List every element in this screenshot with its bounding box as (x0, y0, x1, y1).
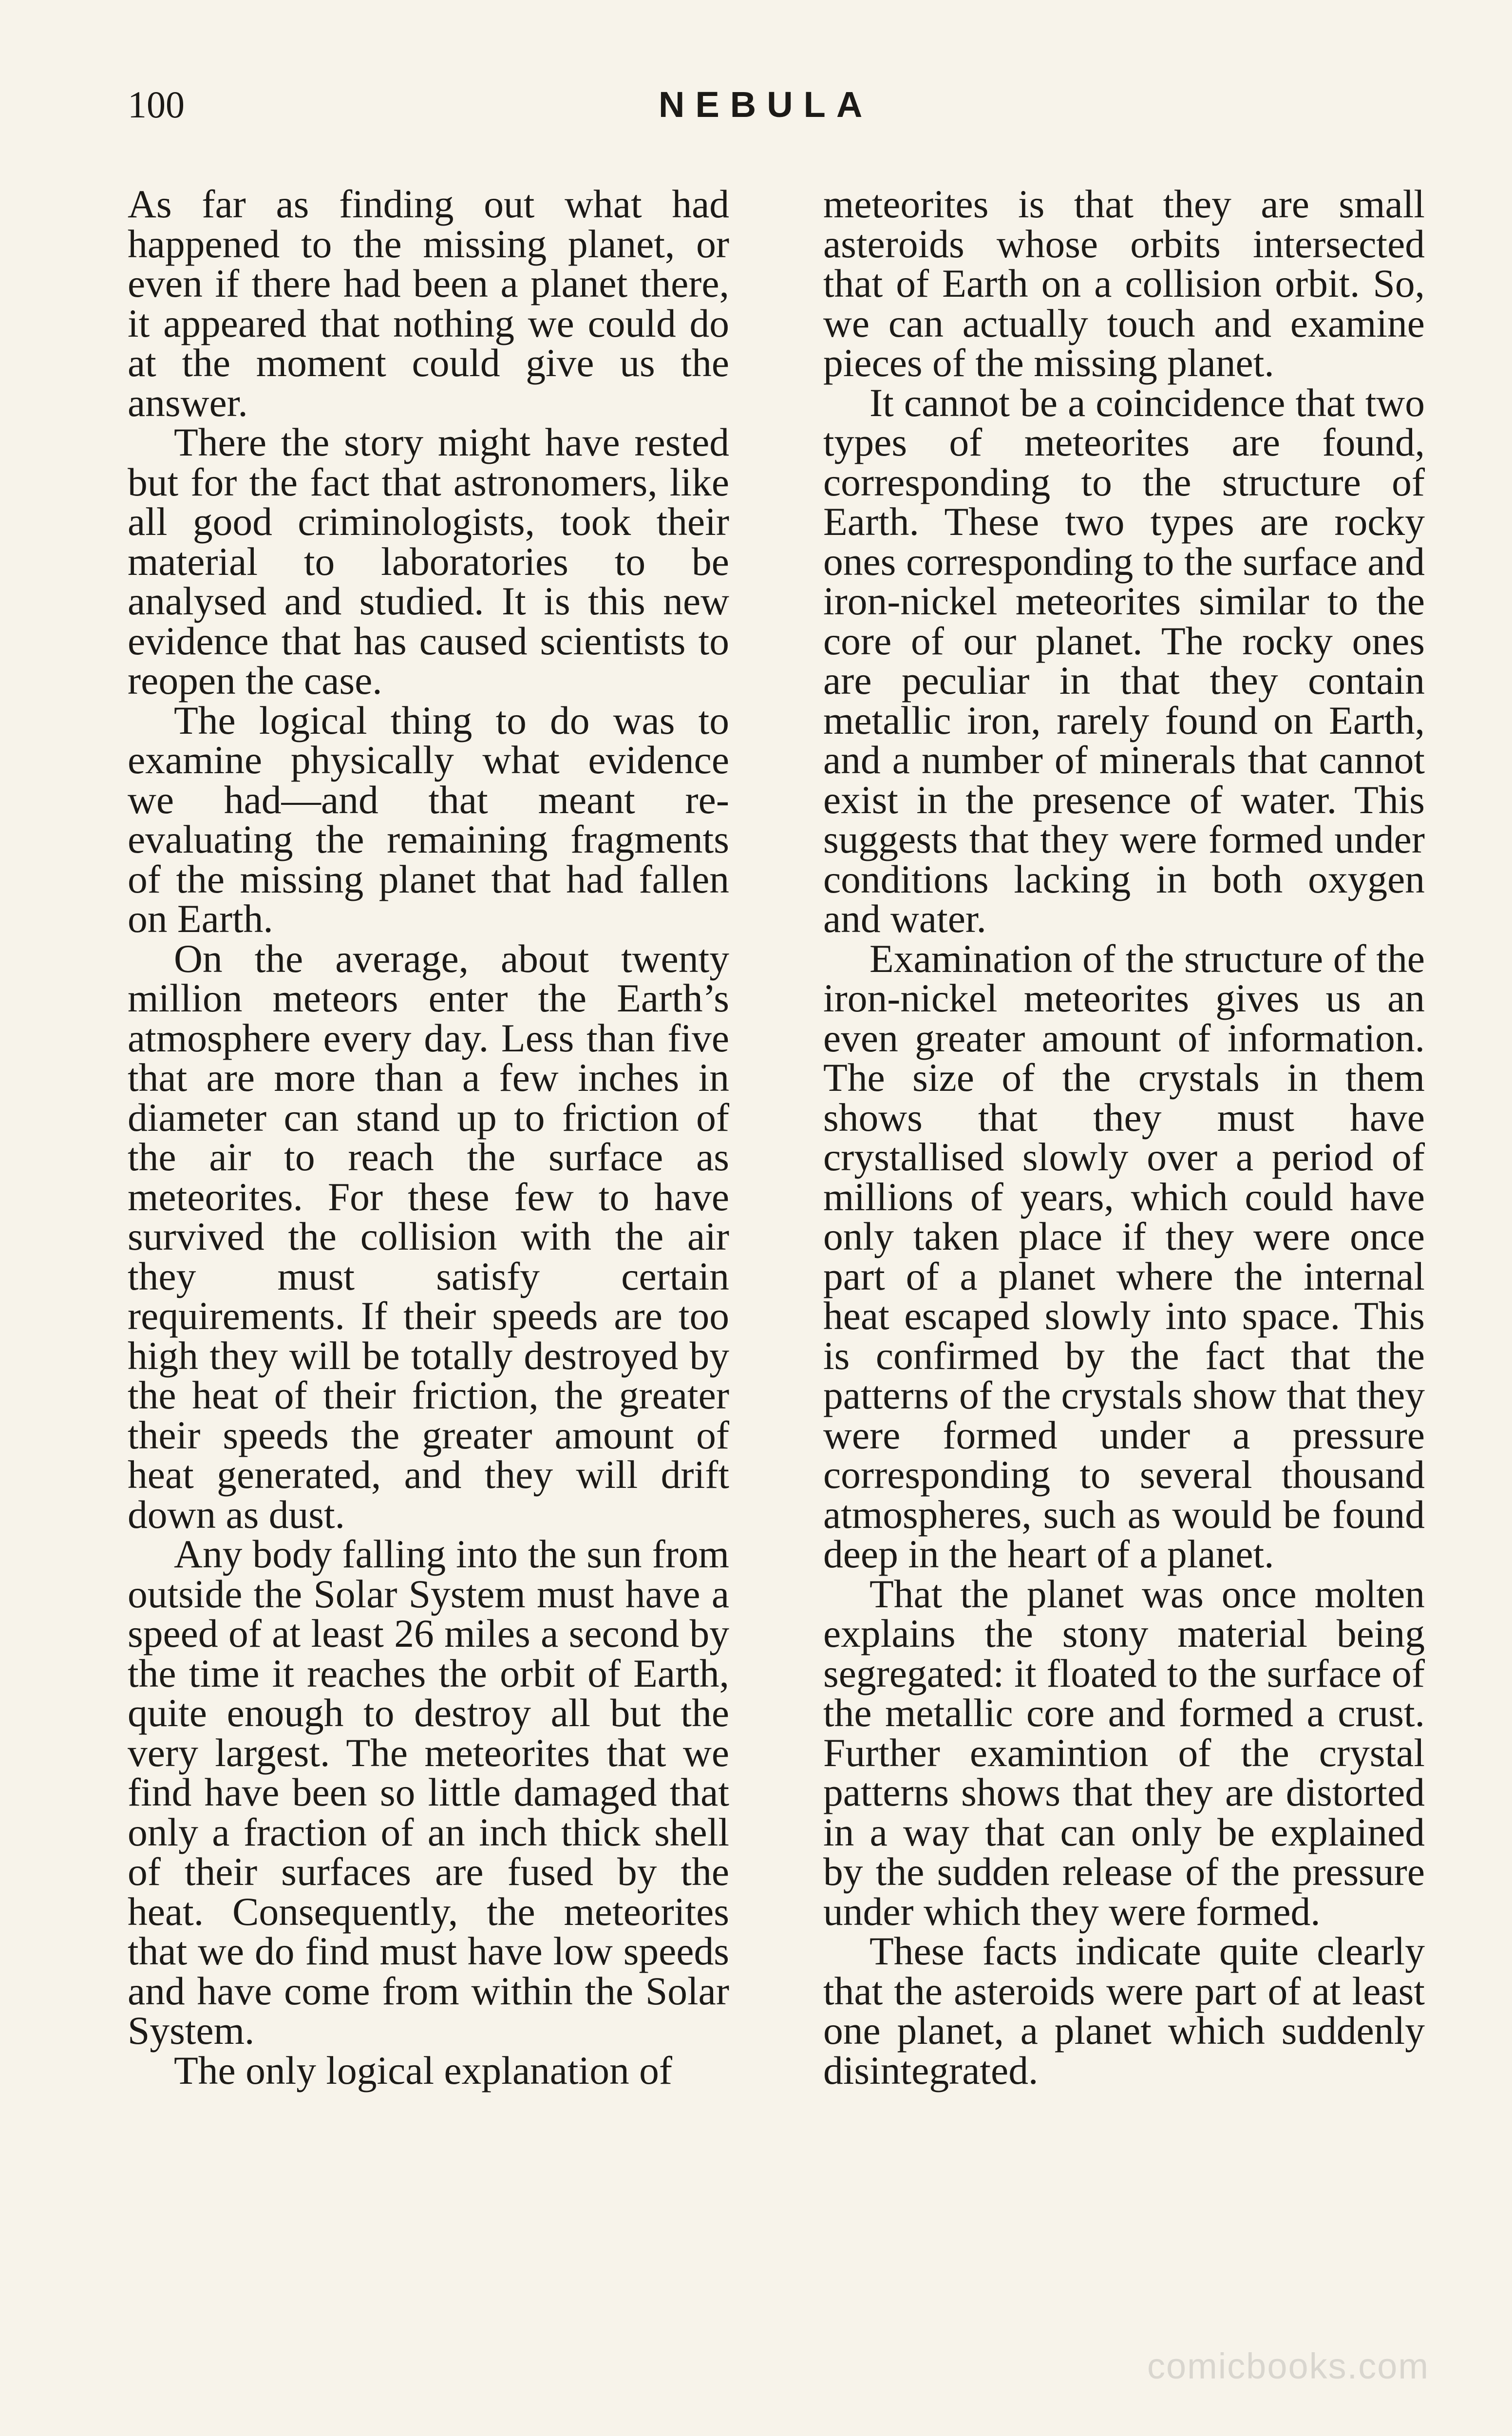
paragraph: On the average, about twenty million meteors enter the Earth’s atmosphere every day. Less than five that are more than a few inches in diameter can stand up to friction of the air to reach the surface as meteorites. For these few to have survived the collision with the air they must satisfy certain requirements. If their speeds are too high they will be totally destroyed by the heat of their friction, the greater their speeds the greater amount of heat generated, and they will drift down as dust. (128, 936, 729, 1537)
running-title: NEBULA (659, 84, 873, 125)
paragraph: The logical thing to do was to examine physically what evidence we had—and that meant re-evaluating the remaining fragments of the missing planet that had fallen on Earth. (128, 698, 729, 941)
paragraph: The only logical explanation of (174, 2048, 672, 2093)
paragraph: That the planet was once molten explains the stony material being segregated: it floated to the surface of the metallic core and formed a crust. Further examintion of the crystal patterns shows that they are distorted in a way that can only be explained by the sudden release of the pressure under which they were formed. (823, 1571, 1425, 1934)
paragraph: As far as finding out what had happened to the missing planet, or even if there had been a planet there, it appeared that nothing we could do at the moment could give us the answer. (128, 182, 729, 425)
paragraph: Examination of the structure of the iron-nickel meteorites gives us an even greater amount of information. The size of the crystals in them shows that they must have crystallised slowly over a period of millions of years, which could have only taken place if they were once part of a planet where the internal heat escaped slowly into space. This is confirmed by the fact that the patterns of the crystals show that they were formed under a pressure corresponding to several thousand atmospheres, such as would be found deep in the heart of a planet. (823, 936, 1425, 1576)
paragraph: It cannot be a coincidence that two types of meteorites are found, corresponding to the structure of Earth. These two types are rocky ones corresponding to the surface and iron-nickel meteorites similar to the core of our planet. The rocky ones are peculiar in that they contain metallic iron, rarely found on Earth, and a number of minerals that cannot exist in the presence of water. This suggests that they were formed under conditions lacking in both oxygen and water. (823, 380, 1425, 941)
paragraph: These facts indicate quite clearly that the asteroids were part of at least one planet, a planet which suddenly disintegrated. (823, 1929, 1425, 2093)
paragraph: meteorites is that they are small asteroids whose orbits intersected that of Earth on a collision orbit. So, we can actually touch and examine pieces of the missing planet. (823, 182, 1425, 385)
paragraph: There the story might have rested but for the fact that astronomers, like all good criminologists, took their material to laboratories to be analysed and studied. It is this new evidence that has caused scientists to reopen the case. (128, 420, 729, 703)
paragraph: Any body falling into the sun from outside the Solar System must have a speed of at least 26 miles a second by the time it reaches the orbit of Earth, quite enough to destroy all but the very largest. The meteorites that we find have been so little damaged that only a fraction of an inch thick shell of their surfaces are fused by the heat. Consequently, the meteorites that we do find must have low speeds and have come from within the Solar System. (128, 1532, 729, 2053)
text-column-right (823, 182, 1425, 2093)
watermark: comicbooks.com (1147, 2346, 1429, 2386)
text-column-left (128, 182, 729, 2093)
page-header (128, 73, 1428, 136)
page-number: 100 (128, 83, 185, 126)
